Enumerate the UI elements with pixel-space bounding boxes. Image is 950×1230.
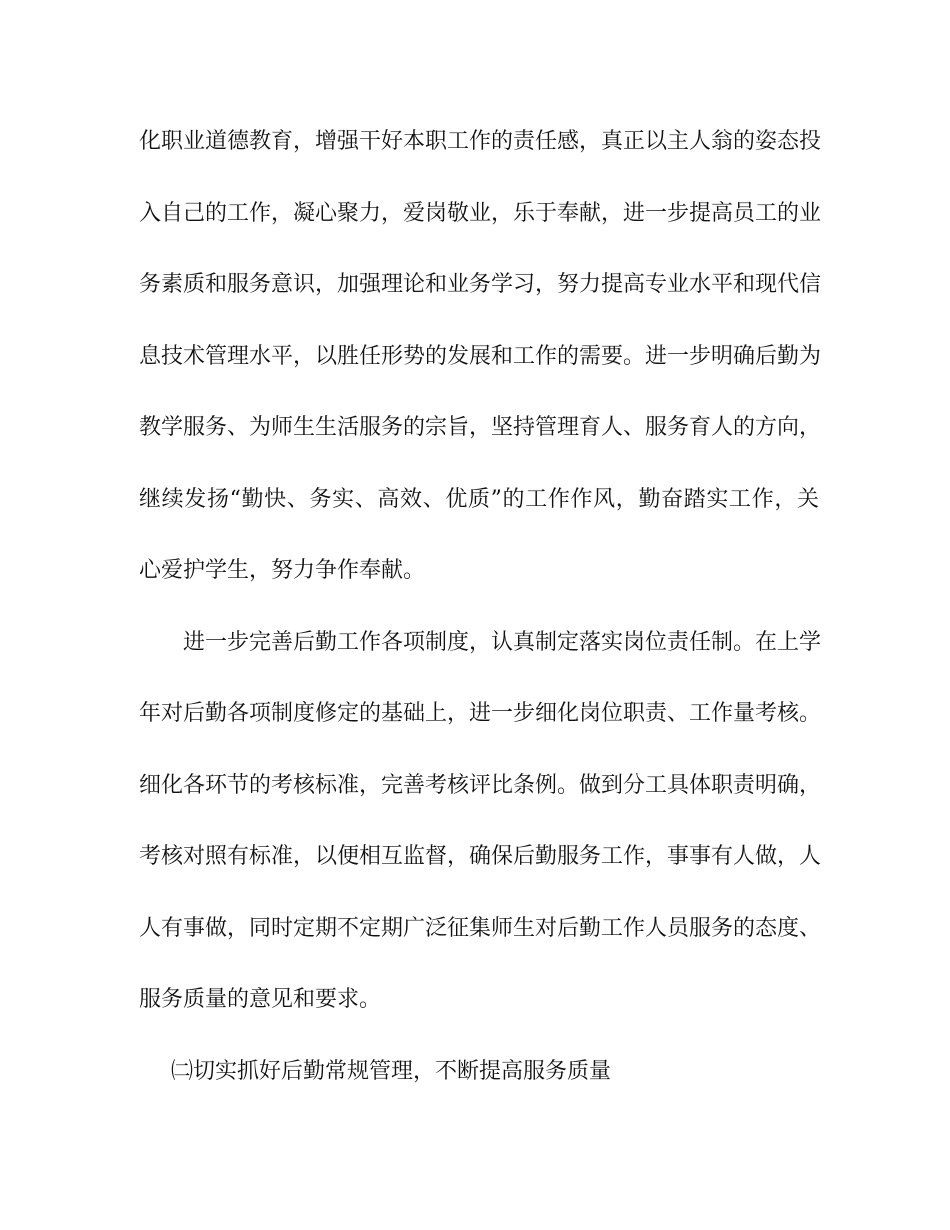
paragraph-line: 入自己的工作，凝心聚力，爱岗敬业，乐于奉献，进一步提高员工的业: [139, 200, 822, 226]
paragraph-line: 细化各环节的考核标准，完善考核评比条例。做到分工具体职责明确，: [139, 772, 822, 798]
paragraph-line: 化职业道德教育，增强干好本职工作的责任感，真正以主人翁的姿态投: [139, 129, 822, 154]
document-body: [139, 122, 822, 1123]
paragraph-line: 教学服务、为师生生活服务的宗旨，坚持管理育人、服务育人的方向，: [139, 415, 822, 440]
paragraph-line: 继续发扬“勤快、务实、高效、优质”的工作作风，勤奋踏实工作，关: [139, 486, 819, 512]
paragraph-line: 进一步完善后勤工作各项制度，认真制定落实岗位责任制。在上学: [183, 629, 822, 655]
paragraph-line: 心爱护学生，努力争作奉献。: [139, 558, 426, 583]
paragraph-line: 务素质和服务意识，加强理论和业务学习，努力提高专业水平和现代信: [139, 272, 822, 297]
section-subheading: ㈡切实抓好后勤常规管理，不断提高服务质量: [171, 1058, 612, 1084]
paragraph-line: 息技术管理水平，以胜任形势的发展和工作的需要。进一步明确后勤为: [139, 343, 822, 369]
paragraph-line: 服务质量的意见和要求。: [139, 987, 382, 1012]
paragraph-line: 考核对照有标准，以便相互监督，确保后勤服务工作，事事有人做，人: [139, 844, 822, 869]
paragraph-line: 年对后勤各项制度修定的基础上，进一步细化岗位职责、工作量考核。: [139, 701, 822, 726]
paragraph-line: 人有事做，同时定期不定期广泛征集师生对后勤工作人员服务的态度、: [139, 915, 822, 941]
